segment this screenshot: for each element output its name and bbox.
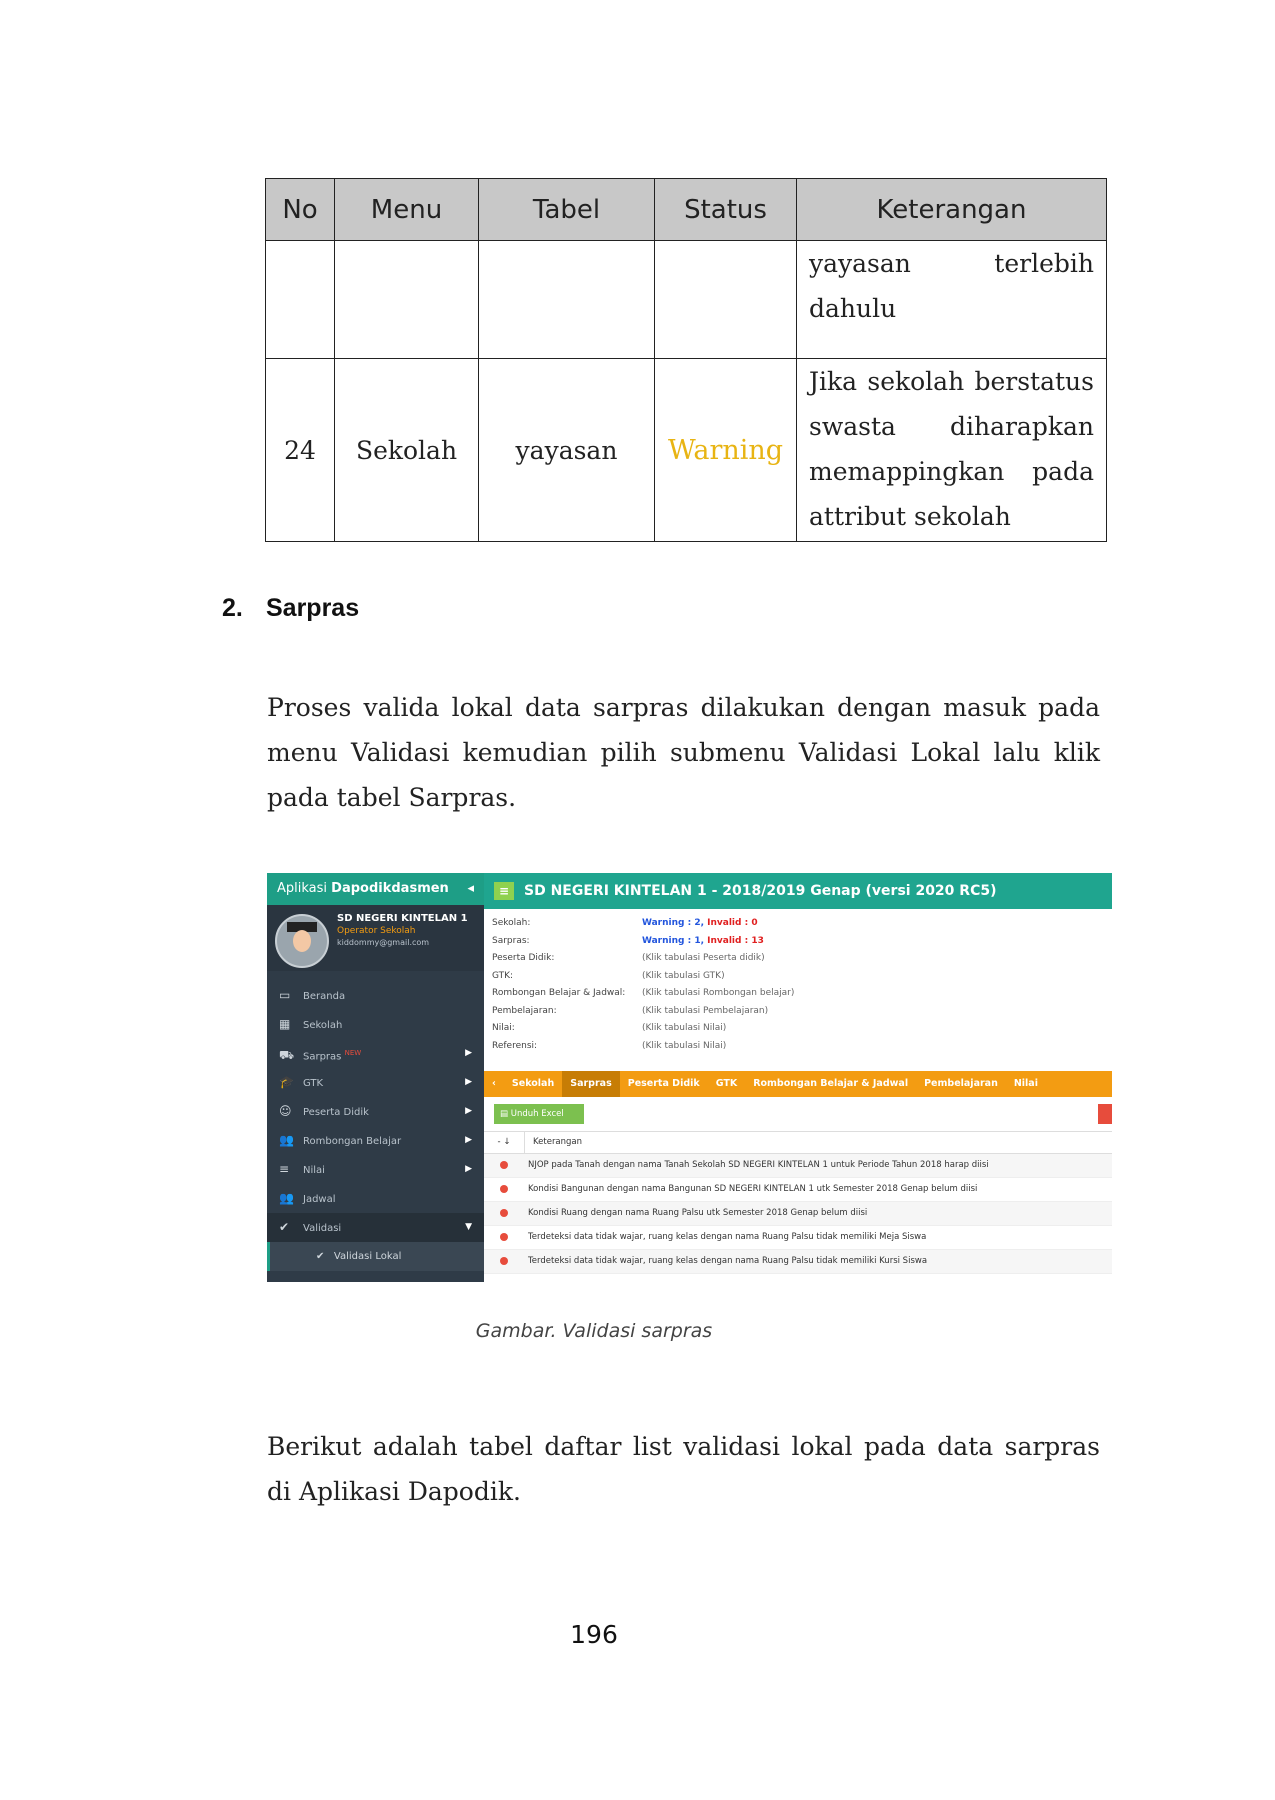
- sidebar-item-label: Rombongan Belajar: [303, 1136, 402, 1147]
- cell-no: [266, 241, 335, 359]
- row-text: Terdeteksi data tidak wajar, ruang kelas dengan nama Ruang Palsu tidak memiliki Kursi Siswa: [528, 1256, 928, 1266]
- error-icon: [500, 1185, 508, 1193]
- chevron-icon: ▶: [465, 1106, 472, 1116]
- users-icon: 👥: [279, 1191, 294, 1205]
- row-text: Kondisi Bangunan dengan nama Bangunan SD NEGERI KINTELAN 1 utk Semester 2018 Genap belum diisi: [528, 1184, 978, 1194]
- validation-summary: [484, 909, 1112, 1061]
- tab-scroll-left-icon[interactable]: ‹: [492, 1078, 496, 1089]
- section-number: 2.: [222, 594, 243, 622]
- submenu-validasi-lokal[interactable]: ✔ Validasi Lokal: [267, 1242, 484, 1271]
- sidebar-item-label: Sekolah: [303, 1020, 343, 1031]
- summary-row: [492, 933, 1104, 951]
- summary-key: Rombongan Belajar & Jadwal:: [492, 988, 626, 998]
- summary-row: [492, 1020, 1104, 1038]
- sidebar-item-label: Nilai: [303, 1165, 325, 1176]
- summary-row: [492, 968, 1104, 986]
- building-icon: ▦: [279, 1017, 291, 1031]
- sidebar-item-label: GTK: [303, 1078, 324, 1089]
- cell-no: 24: [266, 359, 335, 542]
- summary-value: (Klik tabulasi GTK): [642, 970, 725, 981]
- tab-sekolah[interactable]: Sekolah: [511, 1078, 555, 1089]
- monitor-icon: ▭: [279, 988, 291, 1002]
- sidebar-item-beranda[interactable]: [267, 981, 484, 1010]
- check-icon: ✔: [279, 1220, 290, 1234]
- header-tabel: Tabel: [479, 179, 655, 241]
- row-text: NJOP pada Tanah dengan nama Tanah Sekolah SD NEGERI KINTELAN 1 untuk Periode Tahun 2018 harap diisi: [528, 1160, 989, 1170]
- summary-key: GTK:: [492, 970, 514, 981]
- summary-row: [492, 1038, 1104, 1056]
- grid-header-keterangan[interactable]: Keterangan: [533, 1137, 583, 1147]
- warning-count: Warning : 1,: [642, 935, 705, 946]
- row-text: Terdeteksi data tidak wajar, ruang kelas dengan nama Ruang Palsu tidak memiliki Meja Siswa: [528, 1232, 927, 1242]
- user-panel: [267, 905, 484, 971]
- tab-peserta-didik[interactable]: Peserta Didik: [627, 1078, 700, 1089]
- users-icon: 👥: [279, 1133, 294, 1147]
- summary-key: Pembelajaran:: [492, 1005, 557, 1016]
- summary-row: [492, 985, 1104, 1003]
- summary-warning-count[interactable]: [642, 918, 758, 928]
- summary-value: (Klik tabulasi Nilai): [642, 1040, 727, 1051]
- cell-tabel: yayasan: [479, 359, 655, 542]
- app-title-prefix: Aplikasi: [277, 881, 328, 896]
- header-keterangan: Keterangan: [797, 179, 1107, 241]
- sidebar-item-nilai[interactable]: [267, 1155, 484, 1184]
- warning-count: Warning : 2,: [642, 918, 705, 928]
- summary-key: Sarpras:: [492, 935, 530, 946]
- table-row[interactable]: [484, 1154, 1112, 1178]
- grid-body: [484, 1154, 1112, 1274]
- summary-warning-count[interactable]: [642, 936, 764, 946]
- summary-value: (Klik tabulasi Peserta didik): [642, 953, 765, 963]
- summary-key: Sekolah:: [492, 918, 531, 928]
- header-no: No: [266, 179, 335, 241]
- user-email: kiddommy@gmail.com: [337, 938, 430, 947]
- table-row: [266, 359, 1107, 542]
- summary-row: [492, 1003, 1104, 1021]
- table-row[interactable]: [484, 1202, 1112, 1226]
- main-panel: [484, 873, 1112, 1282]
- face-icon: [293, 930, 311, 952]
- refresh-button[interactable]: [1098, 1104, 1112, 1124]
- user-school: SD NEGERI KINTELAN 1: [337, 913, 468, 924]
- cell-status-warning: Warning: [655, 359, 797, 542]
- cell-keterangan: Jika sekolah berstatus swasta diharapkan memappingkan pada attribut sekolah: [797, 359, 1107, 542]
- summary-value: (Klik tabulasi Nilai): [642, 1023, 727, 1033]
- sidebar: [267, 873, 484, 1282]
- export-excel-button[interactable]: ▤ Unduh Excel: [494, 1104, 584, 1124]
- header-status: Status: [655, 179, 797, 241]
- page-number: 196: [570, 1620, 618, 1649]
- summary-key: Peserta Didik:: [492, 953, 555, 963]
- list-icon: ≡: [279, 1162, 290, 1176]
- grid-toolbar: [484, 1101, 1112, 1127]
- summary-key: Nilai:: [492, 1023, 515, 1033]
- sidebar-item-peserta-didik[interactable]: [267, 1097, 484, 1126]
- table-row[interactable]: [484, 1178, 1112, 1202]
- paragraph-closing: Berikut adalah tabel daftar list validasi lokal pada data sarpras di Aplikasi Dapodik.: [267, 1432, 1100, 1506]
- app-title: [267, 873, 484, 905]
- sidebar-item-label: Validasi: [303, 1223, 342, 1234]
- export-label: Unduh Excel: [510, 1109, 564, 1119]
- summary-value: (Klik tabulasi Rombongan belajar): [642, 988, 795, 998]
- chevron-icon: ▶: [465, 1164, 472, 1174]
- hamburger-icon[interactable]: ≡: [494, 882, 514, 900]
- tab-bar: [484, 1071, 1112, 1097]
- app-screenshot: [267, 873, 1112, 1282]
- avatar: [275, 914, 329, 968]
- error-icon: [500, 1233, 508, 1241]
- summary-value: (Klik tabulasi Pembelajaran): [642, 1005, 769, 1016]
- table-header-row: [266, 179, 1107, 241]
- validation-grid: [484, 1131, 1112, 1274]
- tab-nilai[interactable]: Nilai: [1013, 1078, 1038, 1089]
- tab-pembelajaran[interactable]: Pembelajaran: [924, 1078, 998, 1089]
- invalid-count: Invalid : 13: [707, 935, 764, 946]
- tab-gtk[interactable]: GTK: [715, 1078, 738, 1089]
- sidebar-item-label: Sarpras: [303, 1051, 342, 1063]
- section-heading: [222, 594, 359, 623]
- paragraph-intro: Proses valida lokal data sarpras dilakukan dengan masuk pada menu Validasi kemudian pilih submenu Validasi Lokal lalu klik pada tabel Sarpras.: [267, 693, 1100, 812]
- main-header: [484, 873, 1112, 909]
- graduation-cap-icon: 🎓: [279, 1075, 294, 1089]
- sidebar-item-jadwal[interactable]: [267, 1184, 484, 1213]
- chevron-icon: ▶: [465, 1077, 472, 1087]
- table-row: [266, 241, 1107, 359]
- smile-icon: ☺: [279, 1104, 292, 1118]
- sidebar-item-sekolah[interactable]: [267, 1010, 484, 1039]
- header-title: SD NEGERI KINTELAN 1 - 2018/2019 Genap (versi 2020 RC5): [524, 883, 997, 899]
- cell-keterangan: yayasan terlebih dahulu: [797, 241, 1107, 359]
- table-row[interactable]: [484, 1250, 1112, 1274]
- validation-table: [265, 178, 1107, 542]
- figure-caption: Gambar. Validasi sarpras: [475, 1320, 713, 1342]
- chevron-icon: ▶: [465, 1135, 472, 1145]
- tab-rombongan-belajar-jadwal[interactable]: Rombongan Belajar & Jadwal: [753, 1078, 909, 1089]
- tab-sarpras[interactable]: Sarpras: [562, 1071, 620, 1097]
- error-icon: [500, 1257, 508, 1265]
- sidebar-item-gtk[interactable]: [267, 1068, 484, 1097]
- cell-menu: [335, 241, 479, 359]
- sidebar-item-sarpras[interactable]: [267, 1039, 484, 1068]
- cell-status: [655, 241, 797, 359]
- grid-header: [484, 1131, 1112, 1154]
- summary-row: [492, 950, 1104, 968]
- chevron-icon: ▼: [465, 1222, 472, 1232]
- row-text: Kondisi Ruang dengan nama Ruang Palsu utk Semester 2018 Genap belum diisi: [528, 1208, 868, 1218]
- section-title: Sarpras: [266, 594, 360, 622]
- error-icon: [500, 1209, 508, 1217]
- new-badge: NEW: [344, 1049, 362, 1057]
- cell-menu: Sekolah: [335, 359, 479, 542]
- app-title-bold: Dapodikdasmen: [331, 881, 449, 896]
- road-icon: ⛟: [279, 1048, 295, 1063]
- error-icon: [500, 1161, 508, 1169]
- collapse-arrow-icon[interactable]: ◂: [467, 881, 474, 896]
- table-row[interactable]: [484, 1226, 1112, 1250]
- summary-row: [492, 915, 1104, 933]
- sidebar-item-validasi[interactable]: [267, 1213, 484, 1242]
- sidebar-item-rombongan-belajar[interactable]: [267, 1126, 484, 1155]
- sidebar-menu: [267, 981, 484, 1242]
- sidebar-item-label: Jadwal: [303, 1194, 336, 1205]
- cell-tabel: [479, 241, 655, 359]
- summary-key: Referensi:: [492, 1040, 538, 1051]
- user-role: Operator Sekolah: [337, 926, 416, 936]
- header-menu: Menu: [335, 179, 479, 241]
- submenu-label: Validasi Lokal: [333, 1251, 402, 1262]
- sidebar-item-label: Beranda: [303, 991, 346, 1002]
- invalid-count: Invalid : 0: [707, 918, 758, 928]
- sidebar-item-label: Peserta Didik: [303, 1107, 369, 1118]
- chevron-icon: ▶: [465, 1048, 472, 1058]
- sort-icon[interactable]: - ↓: [484, 1132, 525, 1153]
